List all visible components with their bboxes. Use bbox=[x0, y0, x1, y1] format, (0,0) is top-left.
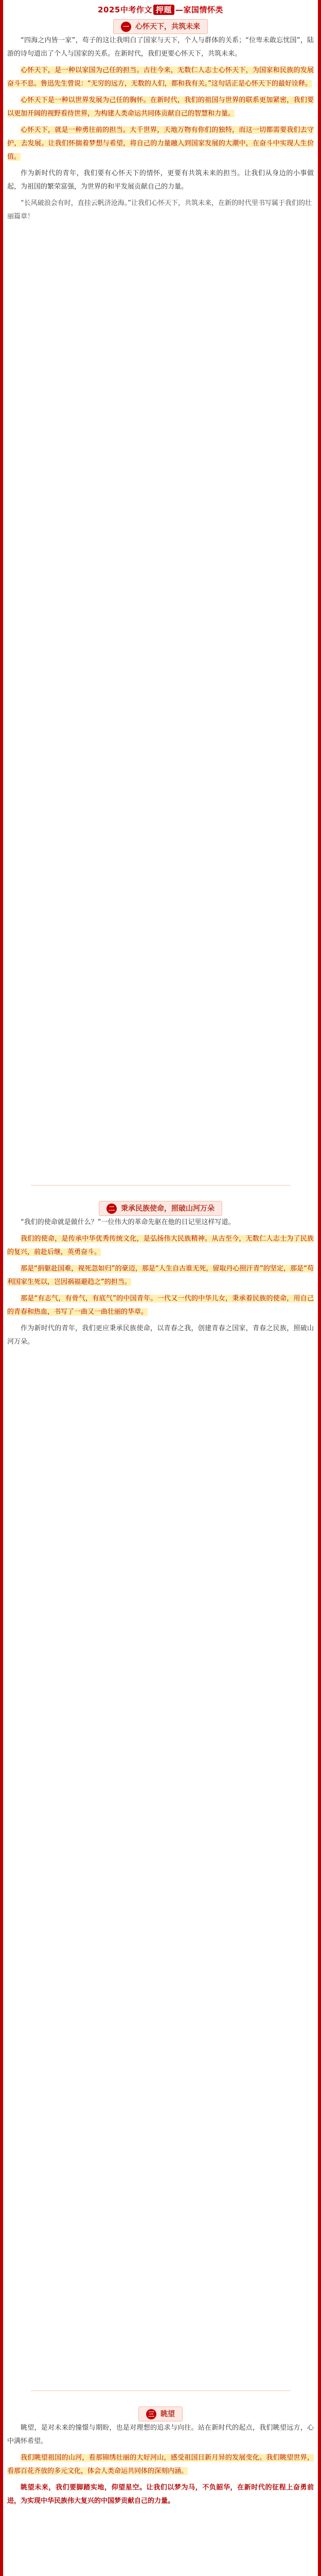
paragraph: 心怀天下，是一种以家国为己任的担当。古往今来，无数仁人志士心怀天下，为国家和民族的发展奋斗不息。鲁迅先生曾说：“无穷的远方，无数的人们，都和我有关。”这句话正是心怀天下的最好诠释。 bbox=[7, 66, 314, 88]
section-3 bbox=[7, 2406, 314, 2511]
paragraph: 眺望，是对未来的憧憬与期盼，也是对理想的追求与向往。站在新时代的起点，我们眺望远方，心中满怀希望。 bbox=[7, 2424, 314, 2445]
section-heading bbox=[7, 19, 314, 34]
paragraph: 那是“捐躯赴国难，视死忽如归”的豪迈，那是“人生自古谁无死，留取丹心照汗青”的坚定，那是“苟利国家生死以，岂因祸福避趋之”的担当。 bbox=[7, 1265, 314, 1286]
paragraph: 那是“有志气，有骨气，有底气”的中国青年。一代又一代的中华儿女，秉承着民族的使命，用自己的青春和热血，书写了一曲又一曲壮丽的华章。 bbox=[7, 1295, 314, 1316]
section-heading-bar bbox=[113, 19, 208, 34]
title-suffix: —家国情怀类 bbox=[175, 5, 223, 14]
paragraph: “我们的使命就是做什么？”一位伟大的革命先驱在他的日记里这样写道。 bbox=[21, 1218, 235, 1226]
title-prefix: 2025中考作文 bbox=[98, 5, 152, 14]
paragraph: 作为新时代的青年，我们要有心怀天下的情怀，更要有共筑未来的担当。让我们从身边的小事做起，为祖国的繁荣富强，为世界的和平发展贡献自己的力量。 bbox=[7, 170, 314, 191]
section-heading-bar bbox=[138, 2406, 183, 2421]
paragraph: 心怀天下是一种以世界发展为己任的胸怀。在新时代，我们的祖国与世界的联系更加紧密，我们要以更加开阔的视野看待世界，为构建人类命运共同体贡献自己的智慧和力量。 bbox=[7, 96, 314, 117]
paragraph: “四海之内皆一家”，苟子的这让我明白了国家与天下，个人与群体的关系；“位卑未敢忘忧国”，陆游的诗句道出了个人与国家的关系。在新时代，我们更要心怀天下，共筑未来。 bbox=[7, 37, 314, 58]
page-title bbox=[0, 4, 321, 15]
section-number: 二 bbox=[106, 1204, 117, 1214]
section-heading-text: 眺望 bbox=[160, 2410, 175, 2418]
title-highlight: 押题 bbox=[153, 5, 174, 15]
section-number: 三 bbox=[146, 2409, 156, 2419]
section-heading-text: 心怀天下，共筑未来 bbox=[135, 22, 200, 31]
paragraph: 作为新时代的青年，我们更应秉承民族使命，以青春之我，创建青春之国家，青春之民族，照破山河万朵。 bbox=[7, 1325, 314, 1346]
paragraph: 我们眺望祖国的山河，看那锦绣壮丽的大好河山，感受祖国日新月异的发展变化。我们眺望世界，看那百花齐放的多元文化，体会人类命运共同体的深刻内涵。 bbox=[7, 2454, 314, 2475]
section-heading-bar bbox=[99, 1201, 222, 1216]
section-heading bbox=[7, 1200, 314, 1216]
section-heading bbox=[7, 2406, 314, 2421]
right-accent-bar bbox=[318, 0, 321, 2576]
section-1 bbox=[7, 19, 314, 227]
section-number: 一 bbox=[121, 22, 131, 32]
paragraph: 眺望未来，我们要脚踏实地，仰望星空。让我们以梦为马，不负韶华，在新时代的征程上奋勇前进，为实现中华民族伟大复兴的中国梦贡献自己的力量。 bbox=[7, 2484, 314, 2505]
left-accent-bar bbox=[0, 0, 3, 2576]
paragraph: 我们的使命，是传承中华优秀传统文化，是弘扬伟大民族精神。从古至今，无数仁人志士为了民族的复兴，前赴后继，英勇奋斗。 bbox=[7, 1235, 314, 1256]
section-heading-text: 秉承民族使命，照破山河万朵 bbox=[121, 1204, 215, 1213]
paragraph: 心怀天下，就是一种勇往前的担当。大千世界，天地万物有你们的独特，而这一切都需要我们去守护，去发展。让我们怀揣着梦想与希望，将自己的力量融入到国家发展的大潮中，在奋斗中实现人生价值。 bbox=[7, 126, 314, 161]
closing-quote: “长风破浪会有时，直挂云帆济沧海。”让我们心怀天下，共筑未来，在新的时代里书写属于我们的壮丽篇章！ bbox=[7, 199, 312, 221]
section-2 bbox=[7, 1200, 314, 1352]
